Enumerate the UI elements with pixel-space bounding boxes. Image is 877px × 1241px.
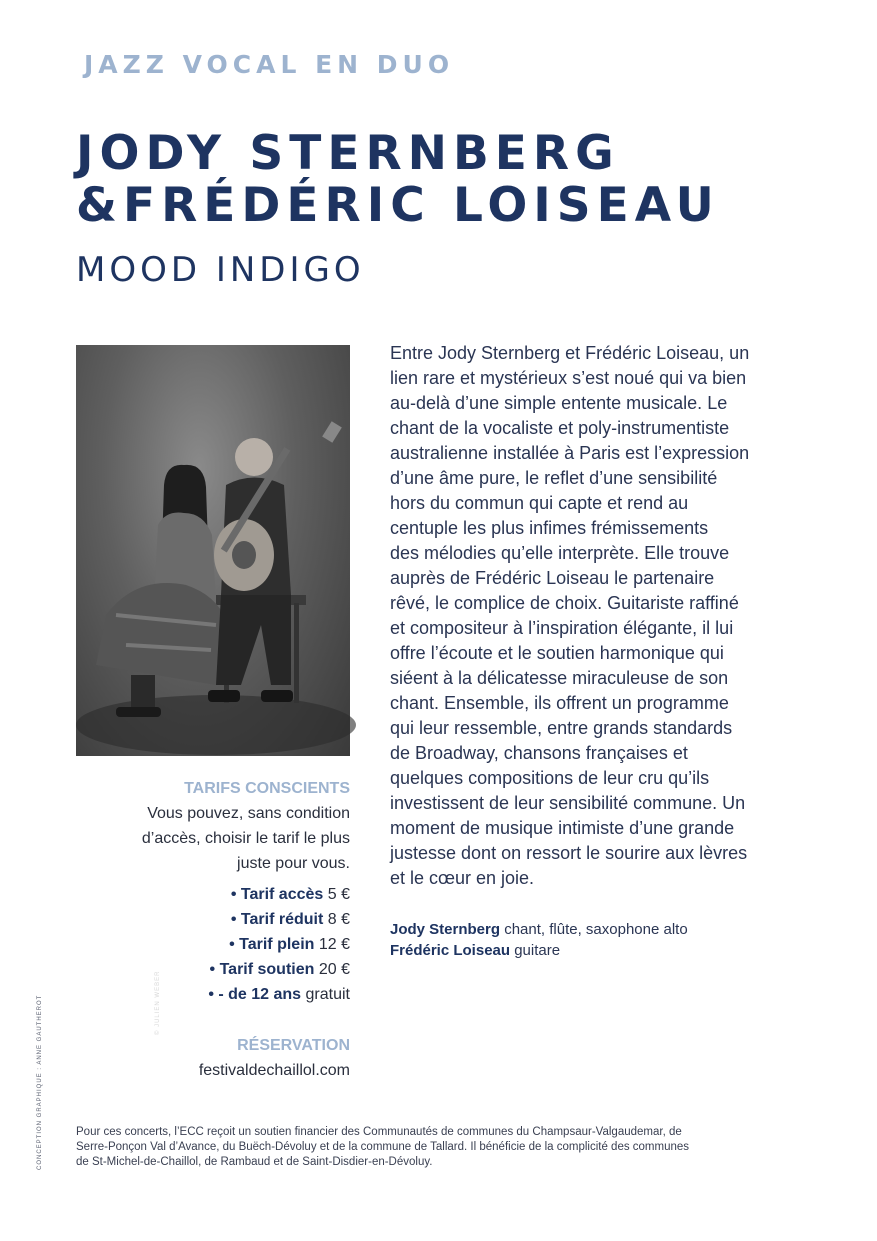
- tarifs-intro-line: Vous pouvez, sans condition: [147, 805, 350, 822]
- design-credit: CONCEPTION GRAPHIQUE : ANNE GAUTHEROT: [37, 994, 43, 1170]
- tarifs-panel: [76, 776, 350, 1083]
- rate-price: 20 €: [318, 961, 350, 978]
- rate-label: • - de 12 ans: [208, 986, 302, 1003]
- rate-item: [76, 907, 350, 932]
- footer-line: Serre-Ponçon Val d’Avance, du Buëch-Dévoluy et de la commune de Tallard. Il bénéficie de la complicité des communes: [76, 1141, 690, 1153]
- rate-label: • Tarif plein: [229, 936, 315, 953]
- musician-name: Jody Sternberg: [390, 921, 501, 938]
- description-line: et le cœur en joie.: [390, 868, 535, 888]
- rate-item: [76, 932, 350, 957]
- description-line: hors du commun qui capte et rend au: [390, 493, 689, 513]
- description-line: investissent de leur sensibilité commune. Un: [390, 793, 746, 813]
- funding-notice: [76, 1125, 816, 1170]
- rate-price: 5 €: [327, 886, 350, 903]
- tarifs-heading: TARIFS CONSCIENTS: [184, 780, 350, 797]
- footer-line: de St-Michel-de-Chaillol, de Rambaud et de Saint-Disdier-en-Dévoluy.: [76, 1156, 433, 1168]
- description-line: centuple les plus infimes frémissements: [390, 518, 709, 538]
- tarifs-intro-line: d’accès, choisir le tarif le plus: [141, 830, 350, 847]
- description-line: chant de la vocaliste et poly-instrumentiste: [390, 418, 730, 438]
- rate-label: • Tarif accès: [230, 886, 324, 903]
- description-line: offre l’écoute et le soutien harmonique qui: [390, 643, 724, 663]
- musician-name: Frédéric Loiseau: [390, 942, 511, 959]
- description-line: auprès de Frédéric Loiseau le partenaire: [390, 568, 715, 588]
- subtitle: MOOD INDIGO: [76, 250, 365, 290]
- musician-role: guitare: [514, 942, 561, 959]
- kicker: JAZZ VOCAL EN DUO: [84, 50, 455, 79]
- description-line: de Broadway, chansons françaises et: [390, 743, 688, 763]
- description-line: qui leur ressemble, entre grands standards: [390, 718, 733, 738]
- rate-price: gratuit: [305, 986, 350, 1003]
- footer-line: Pour ces concerts, l’ECC reçoit un soutien financier des Communautés de communes du Champsaur-Valgaudemar, de: [76, 1126, 682, 1138]
- title-line-1: JODY STERNBERG: [76, 126, 620, 181]
- description-line: des mélodies qu’elle interprète. Elle trouve: [390, 543, 730, 563]
- description-line: rêvé, le complice de choix. Guitariste raffiné: [390, 593, 739, 613]
- rates-list: [76, 882, 350, 1007]
- description-line: lien rare et mystérieux s’est noué qui va bien: [390, 368, 747, 388]
- reservation-heading: RÉSERVATION: [237, 1037, 350, 1054]
- rate-item: [76, 957, 350, 982]
- tarifs-intro-line: juste pour vous.: [237, 855, 350, 872]
- rate-item: [76, 882, 350, 907]
- photo-credit: © JULIEN WEBER: [155, 970, 161, 1035]
- description-line: moment de musique intimiste d’une grande: [390, 818, 735, 838]
- description: [390, 341, 810, 891]
- reservation-link[interactable]: festivaldechaillol.com: [198, 1062, 350, 1079]
- rate-label: • Tarif réduit: [230, 911, 324, 928]
- description-line: quelques compositions de leur cru qu’ils: [390, 768, 710, 788]
- title-line-2: &FRÉDÉRIC LOISEAU: [76, 178, 720, 233]
- rate-price: 8 €: [327, 911, 350, 928]
- description-line: Entre Jody Sternberg et Frédéric Loiseau, un: [390, 343, 750, 363]
- description-line: au-delà d’une simple entente musicale. Le: [390, 393, 728, 413]
- rate-item: [76, 982, 350, 1007]
- description-line: d’une âme pure, le reflet d’une sensibilité: [390, 468, 718, 488]
- description-line: justesse dont on ressort le sourire aux lèvres: [390, 843, 748, 863]
- description-line: australienne installée à Paris est l’expression: [390, 443, 750, 463]
- description-line: siéent à la délicatesse miraculeuse de son: [390, 668, 729, 688]
- description-line: chant. Ensemble, ils offrent un programme: [390, 693, 729, 713]
- musician-row: [390, 940, 810, 961]
- page-title: [76, 128, 856, 232]
- duo-illustration: [76, 345, 350, 756]
- description-line: et compositeur à l’inspiration élégante, il lui: [390, 618, 734, 638]
- rate-label: • Tarif soutien: [209, 961, 315, 978]
- musician-role: chant, flûte, saxophone alto: [504, 921, 688, 938]
- musician-row: [390, 919, 810, 940]
- musician-credits: [390, 919, 810, 961]
- rate-price: 12 €: [318, 936, 350, 953]
